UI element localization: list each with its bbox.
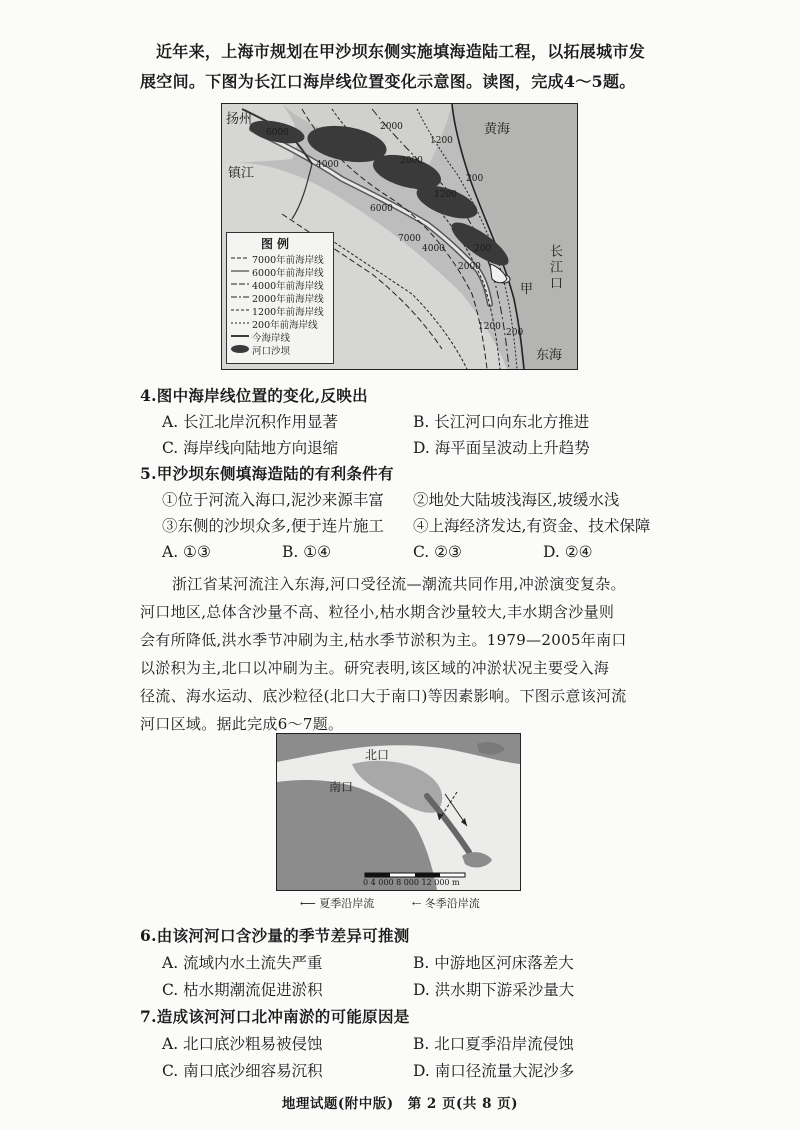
legend-summer-current (300, 895, 374, 911)
question-6-stem: 6.由该河河口含沙量的季节差异可推测 (140, 926, 410, 945)
intro2-line3: 会有所降低,洪水季节冲刷为主,枯水季节淤积为主。1979—2005年南口 (140, 631, 627, 649)
coastline-change-map (221, 103, 578, 370)
coast-age-label: 2000 (380, 122, 403, 132)
question-5-stem: 5.甲沙坝东侧填海造陆的有利条件有 (140, 464, 394, 483)
label-changjiangkou: 长江口 (547, 244, 562, 292)
coast-age-label: 4000 (316, 160, 339, 170)
intro2-line4: 以淤积为主,北口以冲刷为主。研究表明,该区域的冲淤状况主要受入海 (140, 659, 610, 677)
question-5-option-b: B. ①④ (282, 543, 332, 561)
question-7-option-d: D. 南口径流量大泥沙多 (413, 1062, 575, 1080)
legend-item: 200年前海岸线 (252, 320, 318, 331)
legend-item: 4000年前海岸线 (252, 281, 324, 292)
label-jia: 甲 (520, 282, 534, 297)
coast-age-label: 4000 (422, 244, 445, 254)
winter-current-label: 冬季沿岸流 (424, 897, 480, 910)
intro2-line1: 浙江省某河流注入东海,河口受径流—潮流共同作用,冲淤演变复杂。 (172, 575, 626, 593)
question-6-option-c: C. 枯水期潮流促进淤积 (162, 981, 323, 999)
coast-age-label: 2000 (458, 262, 481, 272)
label-south-mouth: 南口 (329, 780, 354, 794)
question-5-option-a: A. ①③ (162, 543, 211, 561)
legend-item: 今海岸线 (252, 333, 291, 344)
intro2-line5: 径流、海水运动、底沙粒径(北口大于南口)等因素影响。下图示意该河流 (140, 687, 627, 705)
question-7-option-c: C. 南口底沙细容易沉积 (162, 1062, 323, 1080)
question-4-option-c: C. 海岸线向陆地方向退缩 (162, 439, 339, 457)
question-5-option-c: C. ②③ (413, 543, 462, 561)
map-legend (226, 232, 334, 364)
coast-age-label: 1200 (434, 190, 457, 200)
intro1-line2: 展空间。下图为长江口海岸线位置变化示意图。读图，完成4～5题。 (140, 72, 636, 91)
legend-item: 1200年前海岸线 (252, 307, 324, 318)
question-4-stem: 4.图中海岸线位置的变化,反映出 (140, 386, 368, 405)
coast-age-label: 200 (474, 244, 492, 254)
estuary-map (276, 733, 521, 891)
question-5-statement-1: ①位于河流入海口,泥沙来源丰富 (162, 491, 384, 509)
coast-age-label: 200 (466, 174, 484, 184)
coast-age-label: 200 (506, 328, 524, 338)
legend-item: 7000年前海岸线 (252, 255, 324, 266)
legend-item: 6000年前海岸线 (252, 268, 324, 279)
summer-current-label: 夏季沿岸流 (319, 897, 375, 910)
label-north-mouth: 北口 (365, 748, 390, 762)
question-6-option-b: B. 中游地区河床落差大 (413, 954, 574, 972)
question-5-option-d: D. ②④ (543, 543, 593, 561)
question-7-option-a: A. 北口底沙粗易被侵蚀 (162, 1035, 323, 1053)
question-5-statement-2: ②地处大陆坡浅海区,坡缓水浅 (413, 491, 620, 509)
legend-item: 2000年前海岸线 (252, 294, 324, 305)
question-4-option-b: B. 长江河口向东北方推进 (413, 413, 590, 431)
coast-age-label: 1200 (478, 322, 501, 332)
question-4-option-d: D. 海平面呈波动上升趋势 (413, 439, 590, 457)
intro1-line1: 近年来，上海市规划在甲沙坝东侧实施填海造陆工程，以拓展城市发 (156, 42, 646, 61)
arrow-left-icon: ⟵ (300, 897, 316, 910)
label-huanghai: 黄海 (484, 122, 511, 137)
label-zhenjiang: 镇江 (228, 166, 255, 181)
coast-age-label: 6000 (266, 128, 289, 138)
question-4-option-a: A. 长江北岸沉积作用显著 (162, 413, 339, 431)
coast-age-label: 1200 (430, 136, 453, 146)
label-yangzhou: 扬州 (226, 112, 253, 127)
question-7-option-b: B. 北口夏季沿岸流侵蚀 (413, 1035, 574, 1053)
legend-winter-current (412, 895, 480, 911)
legend-title: 图例 (261, 237, 294, 251)
question-7-stem: 7.造成该河河口北冲南淤的可能原因是 (140, 1007, 410, 1026)
intro2-line2: 河口地区,总体含沙量不高、粒径小,枯水期含沙量较大,丰水期含沙量则 (140, 603, 615, 621)
question-6-option-d: D. 洪水期下游采沙量大 (413, 981, 575, 999)
scale-bar-label: 0 4 000 8 000 12 000 m (363, 878, 460, 887)
question-5-statement-4: ④上海经济发达,有资金、技术保障 (413, 517, 651, 535)
legend-item: 河口沙坝 (252, 346, 291, 357)
coast-age-label: 7000 (398, 234, 421, 244)
dashed-arrow-left-icon: ⇠ (412, 897, 422, 910)
coast-age-label: 6000 (370, 204, 393, 214)
intro2-line6: 河口区域。据此完成6～7题。 (140, 715, 344, 733)
label-donghai: 东海 (536, 348, 563, 363)
question-6-option-a: A. 流域内水土流失严重 (162, 954, 323, 972)
estuary-map-graphic (277, 734, 520, 890)
question-5-statement-3: ③东侧的沙坝众多,便于连片施工 (162, 517, 384, 535)
page-footer: 地理试题(附中版) 第 2 页(共 8 页) (281, 1096, 519, 1112)
coast-age-label: 2000 (400, 156, 423, 166)
